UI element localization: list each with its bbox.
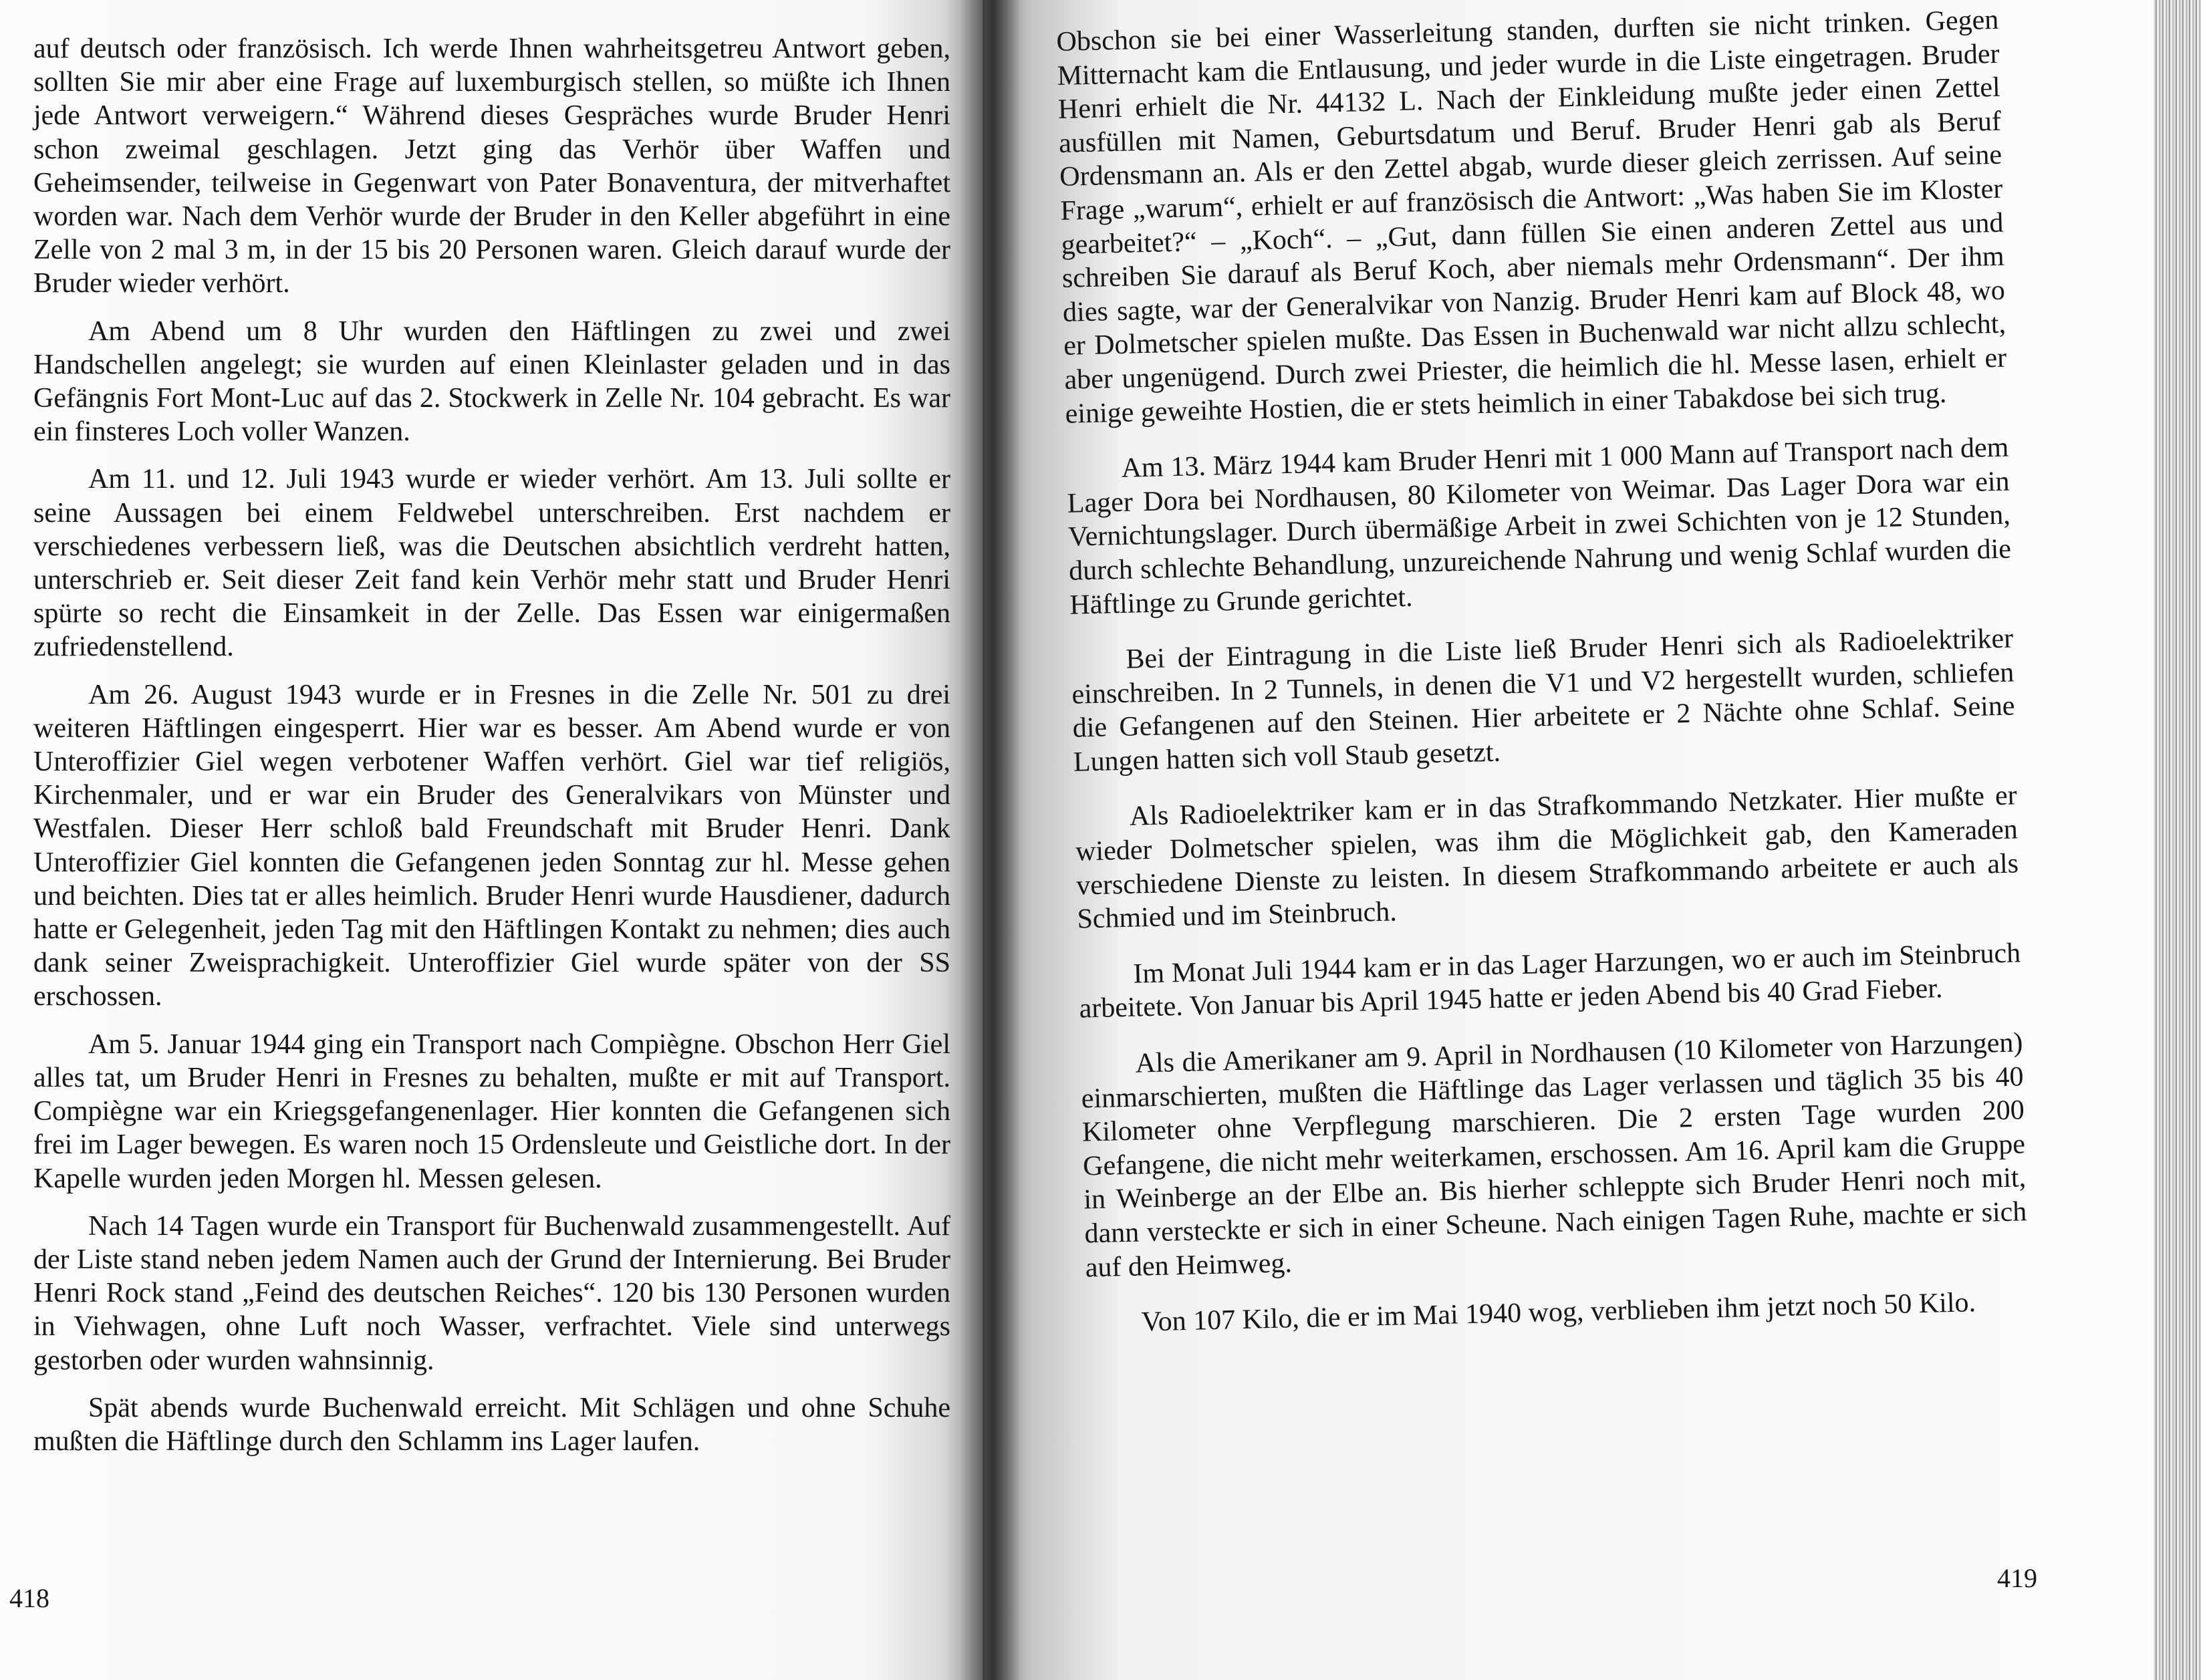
page-number-left: 418 bbox=[9, 1583, 49, 1613]
left-page bbox=[0, 0, 983, 1680]
paragraph: Im Monat Juli 1944 kam er in das Lager Harzungen, wo er auch im Steinbruch arbeitete. Von Januar bis April 1945 hatte er jeden Abend bis 40 Grad Fieber. bbox=[1079, 938, 2021, 1025]
paragraph: Von 107 Kilo, die er im Mai 1940 wog, verblieben ihm jetzt noch 50 Kilo. bbox=[1141, 1287, 1976, 1338]
paragraph: Als Radioelektriker kam er in das Strafkommando Netzkater. Hier mußte er wieder Dolmetscher spielen, was ihm die Möglichkeit gab, den Kameraden verschiedene Dienste zu leisten. In diesem Strafkommando arbeitete er auch als Schmied und im Steinbruch. bbox=[1075, 780, 2019, 935]
paragraph: Obschon sie bei einer Wasserleitung standen, durften sie nicht trinken. Gegen Mitternacht kam die Entlausung, und jeder wurde in die Liste eingetragen. Bruder Henri erhielt die Nr. 44132 L. Nach der Einkleidung mußte jeder einen Zettel ausfüllen mit Namen, Geburtsdatum und Beruf. Bruder Henri gab als Beruf Ordensmann an. Als er den Zettel abgab, wurde dieser gleich zerrissen. Auf seine Frage „warum“, erhielt er auf französisch die Antwort: „Was haben Sie im Kloster gearbeitet?“ – „Koch“. – „Gut, dann füllen Sie einen anderen Zettel aus und schreiben Sie darauf als Beruf Koch, aber niemals mehr Ordensmann“. Der ihm dies sagte, war der Generalvikar von Nanzig. Bruder Henri kam auf Block 48, wo er Dolmetscher spielen mußte. Das Essen in Buchenwald war nicht allzu schlecht, aber ungenügend. Durch zwei Priester, die heimlich die hl. Messe lasen, erhielt er einige geweihte Hostien, die er stets heimlich in einer Tabakdose bei sich trug. bbox=[1056, 4, 2007, 430]
paragraph: Spät abends wurde Buchenwald erreicht. Mit Schlägen und ohne Schuhe mußten die Häftlinge durch den Schlamm ins Lager laufen. bbox=[33, 1392, 950, 1457]
page-edges bbox=[2154, 0, 2201, 1680]
book-gutter bbox=[960, 0, 1020, 1680]
paragraph: Am 11. und 12. Juli 1943 wurde er wieder verhört. Am 13. Juli sollte er seine Aussagen bei einem Feldwebel unterschreiben. Erst nachdem er verschiedenes verbessern ließ, was die Deutschen absichtlich verdreht hatten, unterschrieb er. Seit dieser Zeit fand kein Verhör mehr statt und Bruder Henri spürte so recht die Einsamkeit in der Zelle. Das Essen war einigermaßen zufriedenstellend. bbox=[33, 464, 950, 663]
page-number-right: 419 bbox=[1997, 1563, 2037, 1593]
paragraph: Bei der Eintragung in die Liste ließ Bruder Henri sich als Radioelektriker einschreiben. In 2 Tunnels, in denen die V1 und V2 hergestellt wurden, schliefen die Gefangenen auf den Steinen. Hier arbeitete er 2 Nächte ohne Schlaf. Seine Lungen hatten sich voll Staub gesetzt. bbox=[1071, 623, 2015, 778]
paragraph: Am 26. August 1943 wurde er in Fresnes in die Zelle Nr. 501 zu drei weiteren Häftlingen eingesperrt. Hier war es besser. Am Abend wurde er von Unteroffizier Giel wegen verbotener Waffen verhört. Giel war tief religiös, Kirchenmaler, und er war ein Bruder des Generalvikars von Münster und Westfalen. Dieser Herr schloß bald Freundschaft mit Bruder Henri. Dank Unteroffizier Giel konnten die Gefangenen jeden Sonntag zur hl. Messe gehen und beichten. Dies tat er alles heimlich. Bruder Henri wurde Hausdiener, dadurch hatte er Gelegenheit, jeden Tag mit den Häftlingen Kontakt zu nehmen; dies auch dank seiner Zweisprachigkeit. Unteroffizier Giel wurde später von der SS erschossen. bbox=[33, 679, 950, 1012]
paragraph: Nach 14 Tagen wurde ein Transport für Buchenwald zusammengestellt. Auf der Liste stand neben jedem Namen auch der Grund der Internierung. Bei Bruder Henri Rock stand „Feind des deutschen Reiches“. 120 bis 130 Personen wurden in Viehwagen, ohne Luft noch Wasser, verfrachtet. Viele sind unterwegs gestorben oder wurden wahnsinnig. bbox=[33, 1210, 950, 1376]
right-page-text bbox=[1056, 3, 2030, 1363]
left-page-text bbox=[33, 32, 950, 1472]
paragraph: Als die Amerikaner am 9. April in Nordhausen (10 Kilometer von Harzungen) einmarschierten, mußten die Häftlinge das Lager verlassen und täglich 35 bis 40 Kilometer ohne Verpflegung marschieren. Die 2 ersten Tage wurden 200 Gefangene, die nicht mehr weiterkamen, erschossen. Am 16. April kam die Gruppe in Weinberge an der Elbe an. Bis hierher schleppte sich Bruder Henri noch mit, dann versteckte er sich in einer Scheune. Nach einigen Tagen Ruhe, machte er sich auf den Heimweg. bbox=[1081, 1027, 2027, 1284]
paragraph: Am 5. Januar 1944 ging ein Transport nach Compiègne. Obschon Herr Giel alles tat, um Bruder Henri in Fresnes zu behalten, mußte er mit auf Transport. Compiègne war ein Kriegsgefangenenlager. Hier konnten die Gefangenen sich frei im Lager bewegen. Es waren noch 15 Ordensleute und Geistliche dort. In der Kapelle wurden jeden Morgen hl. Messen gelesen. bbox=[33, 1028, 950, 1194]
paragraph: Am 13. März 1944 kam Bruder Henri mit 1 000 Mann auf Transport nach dem Lager Dora bei Nordhausen, 80 Kilometer von Weimar. Das Lager Dora war ein Vernichtungslager. Durch übermäßige Arbeit in zwei Schichten von je 12 Stunden, durch schlechte Behandlung, unzureichende Nahrung und wenig Schlaf wurden die Häftlinge zu Grunde gerichtet. bbox=[1067, 432, 2012, 621]
paragraph: auf deutsch oder französisch. Ich werde Ihnen wahrheitsgetreu Antwort geben, sollten Sie mir aber eine Frage auf luxemburgisch stellen, so müßte ich Ihnen jede Antwort verweigern.“ Während dieses Gespräches wurde Bruder Henri schon zweimal geschlagen. Jetzt ging das Verhör über Waffen und Geheimsender, teilweise in Gegenwart von Pater Bonaventura, der mitverhaftet worden war. Nach dem Verhör wurde der Bruder in den Keller abgeführt in eine Zelle von 2 mal 3 m, in der 15 bis 20 Personen waren. Gleich darauf wurde der Bruder wieder verhört. bbox=[33, 33, 950, 299]
paragraph: Am Abend um 8 Uhr wurden den Häftlingen zu zwei und zwei Handschellen angelegt; sie wurden auf einen Kleinlaster geladen und in das Gefängnis Fort Mont-Luc auf das 2. Stockwerk in Zelle Nr. 104 gebracht. Es war ein finsteres Loch voller Wanzen. bbox=[33, 315, 950, 448]
